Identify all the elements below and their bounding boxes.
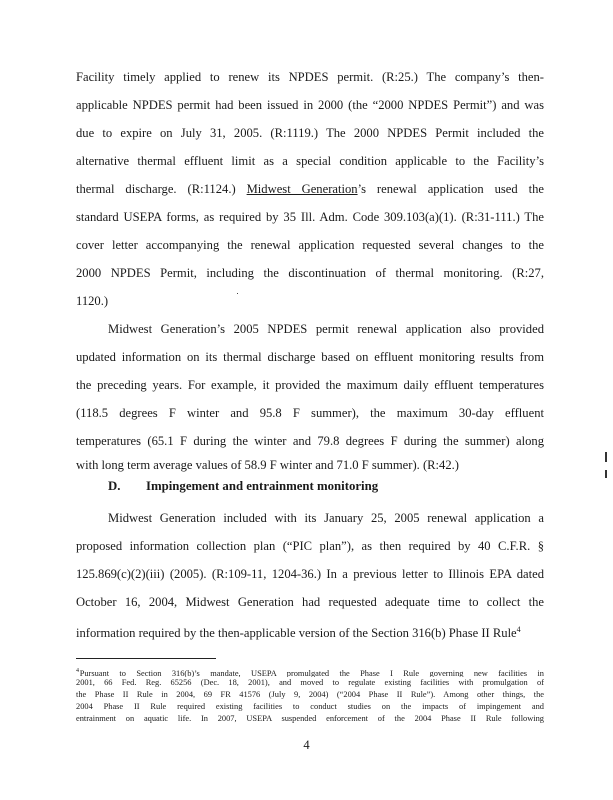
- page-number: 4: [303, 738, 310, 752]
- footnote-divider: [76, 658, 216, 659]
- footnote-reference: 4: [516, 625, 521, 634]
- stray-scan-dot: [237, 293, 238, 294]
- underlined-company-name: Midwest Generation: [246, 182, 358, 196]
- paragraph3-line-2: proposed information collection plan (“PIC plan”), as then required by 40 C.F.R. §: [76, 539, 544, 553]
- paragraph2-line-6: with long term average values of 58.9 F winter and 71.0 F summer). (R:42.): [76, 458, 459, 472]
- paragraph3-line-5-text: information required by the then-applicable version of the Section 316(b) Phase II Rule: [76, 626, 517, 641]
- paragraph1-line-1: Facility timely applied to renew its NPDES permit. (R:25.) The company’s then-: [76, 70, 544, 84]
- section-title: Impingement and entrainment monitoring: [146, 479, 379, 493]
- paragraph1-line-7: cover letter accompanying the renewal application requested several changes to the: [76, 238, 544, 252]
- paragraph1-line-5-prefix: thermal discharge. (R:1124.): [76, 182, 236, 196]
- footnote-line-3: the Phase II Rule in 2004, 69 FR 41576 (July 9, 2004) (“2004 Phase II Rule”). Among other things, the: [76, 690, 544, 699]
- paragraph2-line-1: Midwest Generation’s 2005 NPDES permit renewal application also provided: [108, 322, 544, 336]
- paragraph1-line-5: [76, 181, 544, 197]
- section-letter: D.: [108, 479, 121, 493]
- paragraph3-line-1: Midwest Generation included with its January 25, 2005 renewal application a: [108, 511, 544, 525]
- margin-scan-mark: [605, 452, 607, 462]
- margin-scan-mark: [605, 470, 607, 478]
- paragraph2-line-3: the preceding years. For example, it provided the maximum daily effluent temperatures: [76, 378, 544, 392]
- paragraph3-line-3: 125.869(c)(2)(iii) (2005). (R:109-11, 1204-36.) In a previous letter to Illinois EPA dated: [76, 567, 544, 581]
- paragraph2-line-5: temperatures (65.1 F during the winter and 79.8 degrees F during the summer) along: [76, 434, 544, 448]
- paragraph1-line-6: standard USEPA forms, as required by 35 Ill. Adm. Code 309.103(a)(1). (R:31-111.) The: [76, 210, 544, 224]
- footnote-line-1: [76, 666, 544, 677]
- footnote-line-1-text: Pursuant to Section 316(b)’s mandate, USEPA promulgated the Phase I Rule governing new facilities in: [79, 668, 544, 677]
- footnote-marker: 4: [76, 668, 79, 674]
- footnote-line-4: 2004 Phase II Rule required existing facilities to conduct studies on the impacts of impingement and: [76, 702, 544, 711]
- paragraph1-line-5-suffix: ’s renewal application used the: [357, 182, 544, 196]
- paragraph2-line-4: (118.5 degrees F winter and 95.8 F summer), the maximum 30-day effluent: [76, 406, 544, 420]
- footnote-line-5: entrainment on aquatic life. In 2007, USEPA suspended enforcement of the 2004 Phase II Rule following: [76, 714, 544, 723]
- paragraph2-line-2: updated information on its thermal discharge based on effluent monitoring results from: [76, 350, 544, 364]
- paragraph1-line-4: alternative thermal effluent limit as a special condition applicable to the Facility’s: [76, 154, 544, 168]
- paragraph1-line-8: 2000 NPDES Permit, including the discontinuation of thermal monitoring. (R:27,: [76, 266, 544, 280]
- footnote-line-2: 2001, 66 Fed. Reg. 65256 (Dec. 18, 2001), and moved to regulate existing facilities with promulgation of: [76, 678, 544, 687]
- paragraph1-line-2: applicable NPDES permit had been issued in 2000 (the “2000 NPDES Permit”) and was: [76, 98, 544, 112]
- paragraph1-line-3: due to expire on July 31, 2005. (R:1119.) The 2000 NPDES Permit included the: [76, 126, 544, 140]
- paragraph3-line-5: [76, 622, 544, 641]
- paragraph3-line-4: October 16, 2004, Midwest Generation had requested adequate time to collect the: [76, 595, 544, 609]
- paragraph1-line-9: 1120.): [76, 294, 109, 308]
